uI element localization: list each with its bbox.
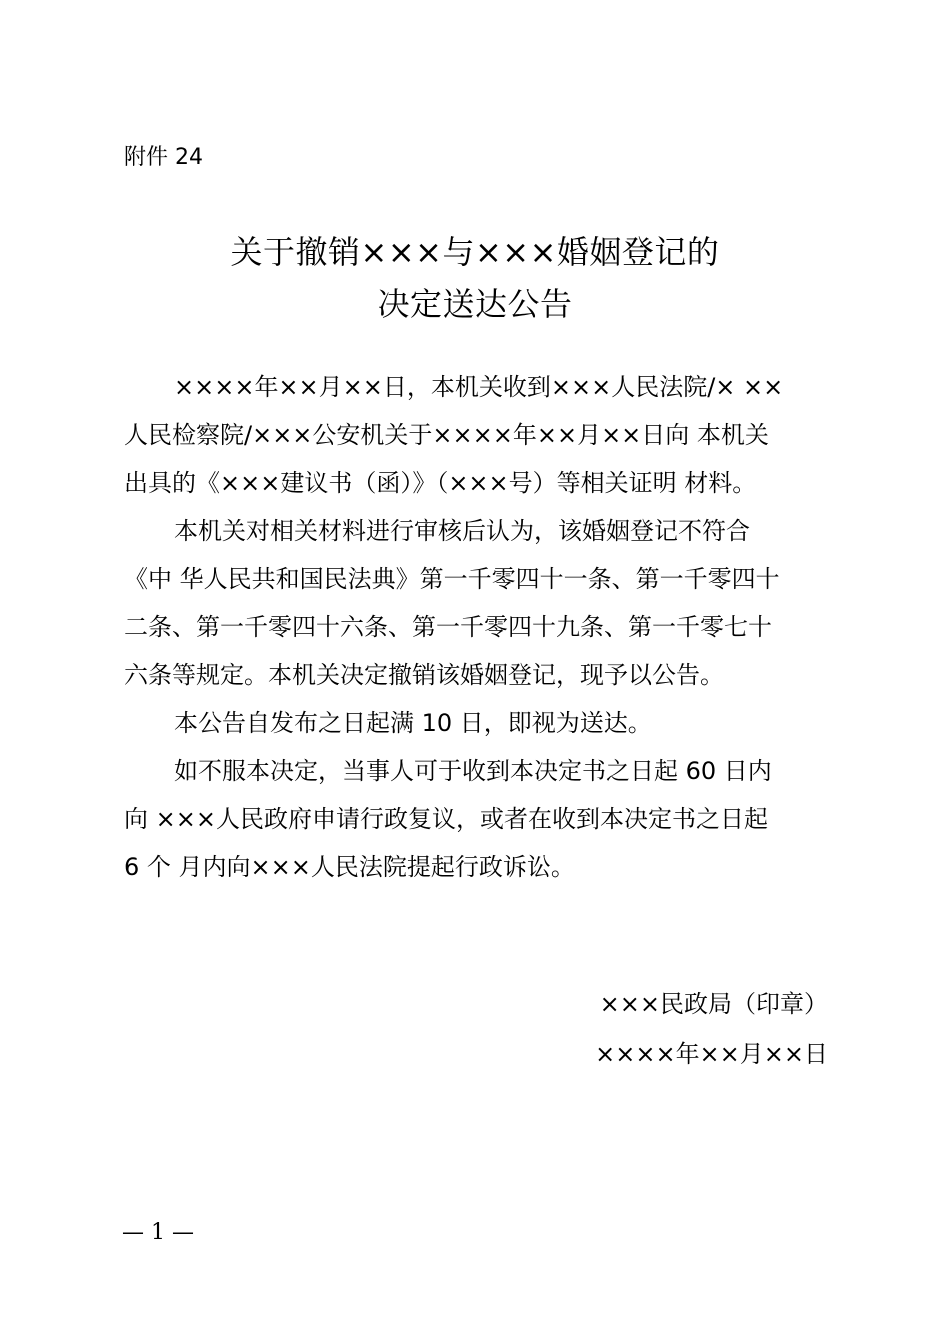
body-line: 出具的《×××建议书（函）》（×××号）等相关证明 材料。 <box>124 469 757 497</box>
issuer-signature: ×××民政局（印章） <box>599 990 828 1018</box>
announcement-body <box>124 363 828 891</box>
body-line: ××××年××月××日，本机关收到×××人民法院/× ×× <box>174 373 784 401</box>
issue-date: ××××年××月××日 <box>595 1040 828 1068</box>
body-line: 《中 华人民共和国民法典》第一千零四十一条、第一千零四十 <box>124 565 780 593</box>
body-line: 二条、第一千零四十六条、第一千零四十九条、第一千零七十 <box>124 613 772 641</box>
body-line: 本公告自发布之日起满 10 日，即视为送达。 <box>174 709 652 737</box>
body-line: 如不服本决定，当事人可于收到本决定书之日起 60 日内 <box>174 757 772 785</box>
body-line: 本机关对相关材料进行审核后认为，该婚姻登记不符合 <box>174 517 750 545</box>
page-number: — 1 — <box>122 1220 194 1245</box>
document-title-line-2: 决定送达公告 <box>377 285 573 323</box>
body-line: 人民检察院/×××公安机关于××××年××月××日向 本机关 <box>124 421 769 449</box>
body-line: 6 个 月内向×××人民法院提起行政诉讼。 <box>124 853 575 881</box>
body-line: 向 ×××人民政府申请行政复议，或者在收到本决定书之日起 <box>124 805 768 833</box>
document-title-line-1: 关于撤销×××与×××婚姻登记的 <box>230 233 720 271</box>
body-line: 六条等规定。本机关决定撤销该婚姻登记，现予以公告。 <box>124 661 724 689</box>
attachment-label: 附件 24 <box>124 145 203 170</box>
